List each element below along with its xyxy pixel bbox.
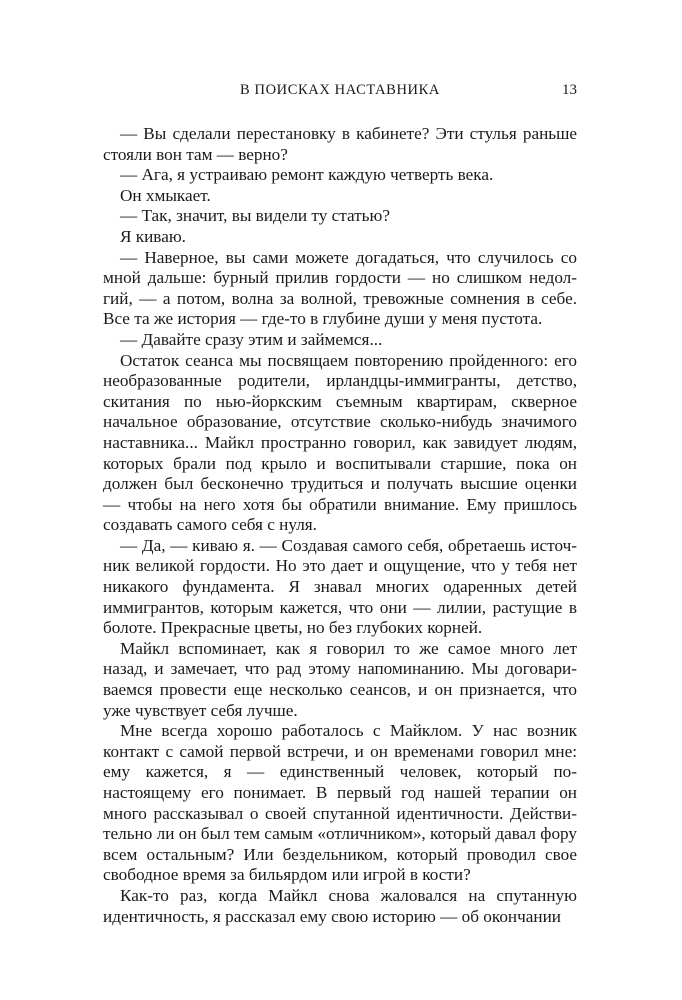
running-header <box>103 80 577 100</box>
paragraph: — Давайте сразу этим и займемся... <box>120 329 383 349</box>
body-text <box>103 124 577 927</box>
running-title: В ПОИСКАХ НАСТАВНИКА <box>240 82 440 98</box>
paragraph: Он хмыкает. <box>120 185 211 205</box>
paragraph: — Так, значит, вы видели ту статью? <box>120 206 390 226</box>
paragraph: Майкл вспоминает, как я говорил то же самое много лет назад, и замечает, что рад этому напоминанию. Мы договариваемся провести еще несколько сеансов, и он признается, что уже чувствует себя лучше. <box>103 638 577 720</box>
page-number: 13 <box>562 82 577 98</box>
paragraph: Я киваю. <box>120 226 186 246</box>
paragraph: — Вы сделали перестановку в кабинете? Эти стулья раньше стояли вон там — верно? <box>103 124 577 164</box>
paragraph: — Ага, я устраиваю ремонт каждую четверть века. <box>120 165 494 185</box>
paragraph: — Да, — киваю я. — Создавая самого себя, обретаешь источник великой гордости. Но это дает и ощущение, что у тебя нет никакого фундамента. Я знавал многих одаренных детей иммигрантов, которым кажется, что они — лилии, растущие в болоте. Прекрасные цветы, но без глубоких корней. <box>103 535 577 638</box>
paragraph: Остаток сеанса мы посвящаем повторению пройденного: его необразованные родители, ирландцы-иммигранты, детство, скитания по нью-йоркским съемным квартирам, скверное начальное образование, отсутствие сколько-нибудь значимого наставника... Майкл пространно говорил, как завидует людям, которых брали под крыло и воспитывали старшие, пока он должен был бесконечно трудиться и получать высшие оценки — чтобы на него хотя бы обратили внимание. Ему пришлось создавать самого себя с нуля. <box>103 350 577 535</box>
paragraph: — Наверное, вы сами можете догадаться, что случилось со мной дальше: бурный прилив гордости — но слишком недолгий, — а потом, волна за волной, тревожные сомнения в себе. Все та же история — где-то в глубине души у меня пустота. <box>103 247 577 329</box>
paragraph: Как-то раз, когда Майкл снова жаловался на спутанную идентичность, я рассказал ему свою историю — об окончании <box>103 885 577 926</box>
paragraph: Мне всегда хорошо работалось с Майклом. У нас возник контакт с самой первой встречи, и он временами говорил мне: ему кажется, я — единственный человек, который по-настоящему его понимает. В первый год нашей терапии он много рассказывал о своей спутанной идентичности. Действительно ли он был тем самым «отличником», который давал фору всем остальным? Или бездельником, который проводил свое свободное время за бильярдом или игрой в кости? <box>103 721 577 885</box>
